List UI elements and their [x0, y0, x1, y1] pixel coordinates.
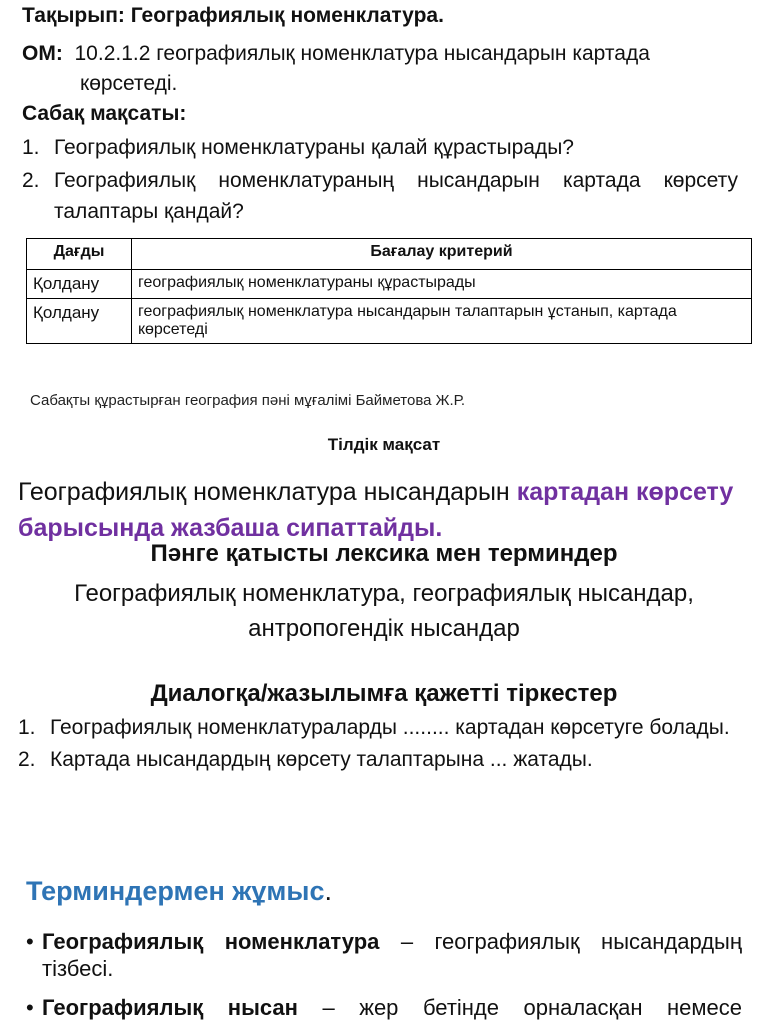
list-item — [22, 165, 738, 227]
language-goal-heading: Тілдік мақсат — [327, 435, 441, 454]
list-text: Географиялық номенклатураларды ........ картадан көрсетуге болады. — [50, 716, 730, 739]
list-item — [26, 994, 742, 1021]
term-name: Географиялық номенклатура — [42, 929, 380, 954]
language-goal-plain: Географиялық номенклатура нысандарын — [18, 478, 517, 506]
table-cell-criterion: географиялық номенклатураны құрастырады — [132, 270, 752, 299]
term-definition: – жер бетінде орналасқан немесе — [297, 995, 743, 1020]
list-text: Географиялық номенклатураның нысандарын картада көрсету талаптары қандай? — [54, 169, 738, 223]
author-note: Сабақты құрастырған география пәні мұғалімі Байметова Ж.Р. — [30, 392, 466, 409]
lesson-goals-heading: Сабақ мақсаты: — [22, 102, 187, 125]
criteria-table — [26, 238, 752, 344]
list-text: Географиялық номенклатураны қалай құрастырады? — [54, 136, 574, 159]
objective-text-continued: көрсетеді. — [80, 72, 178, 95]
term-definition: – географиялық нысандардың тізбесі. — [42, 929, 742, 981]
table-header-row — [27, 239, 752, 270]
terms-list — [26, 928, 742, 1033]
dialogue-heading: Диалогқа/жазылымға қажетті тіркестер — [150, 680, 618, 707]
column-header-criterion: Бағалау критерий — [132, 239, 752, 270]
term-entry — [42, 994, 742, 1021]
dialogue-list — [18, 712, 758, 776]
objective-text: 10.2.1.2 географиялық номенклатура нысандарын картада — [74, 42, 650, 65]
table-cell-skill: Қолдану — [27, 270, 132, 299]
table-row — [27, 270, 752, 299]
table-cell-criterion: географиялық номенклатура нысандарын талаптарын ұстанып, картада көрсетеді — [132, 299, 752, 344]
list-item — [18, 744, 758, 776]
terms-heading — [26, 876, 332, 907]
list-number: 2. — [18, 748, 36, 771]
lexicon-heading: Пәнге қатысты лексика мен терминдер — [150, 540, 618, 567]
list-item — [26, 928, 742, 982]
bullet-icon: • — [26, 995, 34, 1020]
objective-label: ОМ: — [22, 42, 63, 65]
objective — [22, 42, 650, 66]
list-text: Картада нысандардың көрсету талаптарына ... жатады. — [50, 748, 593, 771]
terms-heading-text: Терминдермен жұмыс — [26, 876, 325, 906]
list-number: 1. — [18, 716, 36, 739]
term-name: Географиялық нысан — [42, 995, 298, 1020]
bullet-icon: • — [26, 929, 34, 954]
language-goal-text — [18, 474, 748, 546]
list-number: 2. — [22, 169, 40, 192]
list-number: 1. — [22, 136, 40, 159]
language-goal-highlight: картадан көрсету барысында жазбаша сипаттайды. — [18, 478, 734, 542]
page-title: Тақырып: Географиялық номенклатура. — [22, 4, 444, 27]
list-item — [22, 132, 738, 163]
table-row — [27, 299, 752, 344]
lesson-goals-list — [22, 132, 738, 227]
list-item — [18, 712, 758, 744]
lexicon-text: Географиялық номенклатура, географиялық нысандар, антропогендік нысандар — [74, 580, 694, 642]
term-entry — [42, 928, 742, 982]
table-cell-skill: Қолдану — [27, 299, 132, 344]
column-header-skill: Дағды — [27, 239, 132, 270]
terms-heading-suffix: . — [324, 876, 332, 906]
